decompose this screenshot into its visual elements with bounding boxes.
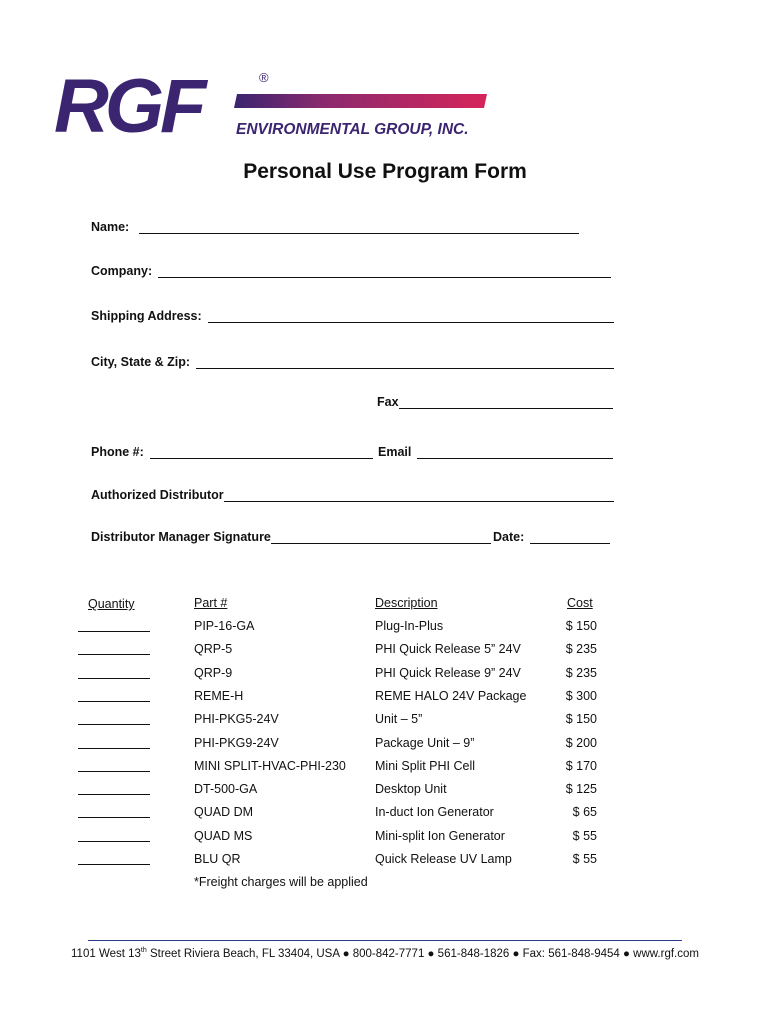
- registered-mark: ®: [259, 70, 269, 85]
- email-label: Email: [378, 445, 412, 459]
- logo-subtitle: ENVIRONMENTAL GROUP, INC.: [236, 121, 469, 138]
- quantity-input-line[interactable]: [78, 817, 150, 818]
- fax-line[interactable]: [399, 396, 613, 409]
- part-description: Unit – 5”: [375, 712, 423, 727]
- quantity-input-line[interactable]: [78, 724, 150, 725]
- quantity-input-line[interactable]: [78, 748, 150, 749]
- quantity-input-line[interactable]: [78, 771, 150, 772]
- part-cost: $ 125: [565, 782, 597, 797]
- signature-line[interactable]: [271, 531, 491, 544]
- authorized-distributor-line[interactable]: [224, 489, 614, 502]
- part-description: PHI Quick Release 5” 24V: [375, 642, 521, 657]
- date-label: Date:: [493, 530, 525, 544]
- phone-label: Phone #:: [91, 445, 144, 459]
- city-state-zip-field[interactable]: [91, 355, 614, 369]
- part-number: QRP-5: [194, 642, 233, 657]
- part-number: REME-H: [194, 688, 244, 703]
- footer-address-post: Street Riviera Beach, FL 33404, USA ● 800-842-7771 ● 561-848-1826 ● Fax: 561-848-9454 ● www.rgf.com: [146, 947, 699, 960]
- header-part: Part #: [194, 596, 228, 610]
- part-number: PHI-PKG9-24V: [194, 735, 279, 750]
- fax-label: Fax: [377, 395, 399, 409]
- part-description: PHI Quick Release 9” 24V: [375, 665, 521, 680]
- city-state-zip-line[interactable]: [196, 356, 614, 369]
- header-cost: Cost: [567, 596, 593, 610]
- part-description: REME HALO 24V Package: [375, 688, 527, 703]
- rgf-logo: [52, 62, 492, 147]
- part-cost: $ 55: [572, 828, 597, 843]
- shipping-address-label: Shipping Address:: [91, 309, 202, 323]
- company-line[interactable]: [158, 265, 611, 278]
- shipping-address-line[interactable]: [208, 310, 614, 323]
- part-description: Plug-In-Plus: [375, 619, 444, 633]
- name-field[interactable]: [91, 220, 579, 234]
- date-field[interactable]: [493, 530, 610, 544]
- part-cost: $ 170: [565, 758, 597, 773]
- part-description: In-duct Ion Generator: [375, 805, 494, 820]
- part-cost: $ 235: [565, 665, 597, 680]
- quantity-input-line[interactable]: [78, 701, 150, 702]
- part-number: QRP-9: [194, 665, 233, 680]
- part-description: Mini-split Ion Generator: [375, 828, 505, 843]
- city-state-zip-label: City, State & Zip:: [91, 355, 191, 369]
- footer-address-pre: 1101 West 13: [71, 947, 141, 960]
- footer-divider: [88, 940, 682, 941]
- quantity-input-line[interactable]: [78, 678, 150, 679]
- company-field[interactable]: [91, 264, 611, 278]
- quantity-input-line[interactable]: [78, 864, 150, 865]
- quantity-input-line[interactable]: [78, 841, 150, 842]
- freight-note: *Freight charges will be applied: [194, 875, 368, 889]
- logo-brand-text: RGF: [54, 64, 203, 142]
- authorized-distributor-field[interactable]: [91, 488, 614, 502]
- header-description: Description: [375, 596, 438, 610]
- part-number: BLU QR: [194, 852, 241, 866]
- fax-field[interactable]: [377, 395, 613, 409]
- part-number: PIP-16-GA: [194, 619, 255, 633]
- form-title: Personal Use Program Form: [243, 160, 527, 183]
- email-line[interactable]: [417, 446, 613, 459]
- shipping-address-field[interactable]: [91, 309, 614, 323]
- part-number: DT-500-GA: [194, 782, 258, 797]
- part-description: Package Unit – 9”: [375, 735, 475, 750]
- part-cost: $ 55: [572, 852, 597, 866]
- part-number: QUAD DM: [194, 805, 254, 820]
- part-cost: $ 200: [565, 735, 597, 750]
- company-label: Company:: [91, 264, 153, 278]
- footer-address: [0, 947, 770, 960]
- quantity-input-line[interactable]: [78, 654, 150, 655]
- phone-field[interactable]: [91, 445, 373, 459]
- name-label: Name:: [91, 220, 130, 234]
- name-line[interactable]: [139, 221, 579, 234]
- part-cost: $ 235: [565, 642, 597, 657]
- part-number: MINI SPLIT-HVAC-PHI-230: [194, 758, 346, 773]
- part-description: Desktop Unit: [375, 782, 447, 797]
- part-cost: $ 65: [572, 805, 597, 820]
- quantity-input-line[interactable]: [78, 631, 150, 632]
- quantity-input-line[interactable]: [78, 794, 150, 795]
- part-description: Quick Release UV Lamp: [375, 852, 512, 866]
- footer-address-sup: th: [140, 947, 147, 954]
- signature-label: Distributor Manager Signature: [91, 530, 271, 544]
- part-cost: $ 150: [565, 712, 597, 727]
- part-description: Mini Split PHI Cell: [375, 758, 476, 773]
- part-number: PHI-PKG5-24V: [194, 712, 279, 727]
- authorized-distributor-label: Authorized Distributor: [91, 488, 224, 502]
- part-cost: $ 300: [565, 688, 597, 703]
- date-line[interactable]: [530, 531, 610, 544]
- header-quantity: Quantity: [88, 597, 135, 611]
- part-number: QUAD MS: [194, 828, 253, 843]
- signature-field[interactable]: [91, 530, 491, 544]
- part-cost: $ 150: [565, 619, 597, 633]
- email-field[interactable]: [378, 445, 613, 459]
- phone-line[interactable]: [150, 446, 373, 459]
